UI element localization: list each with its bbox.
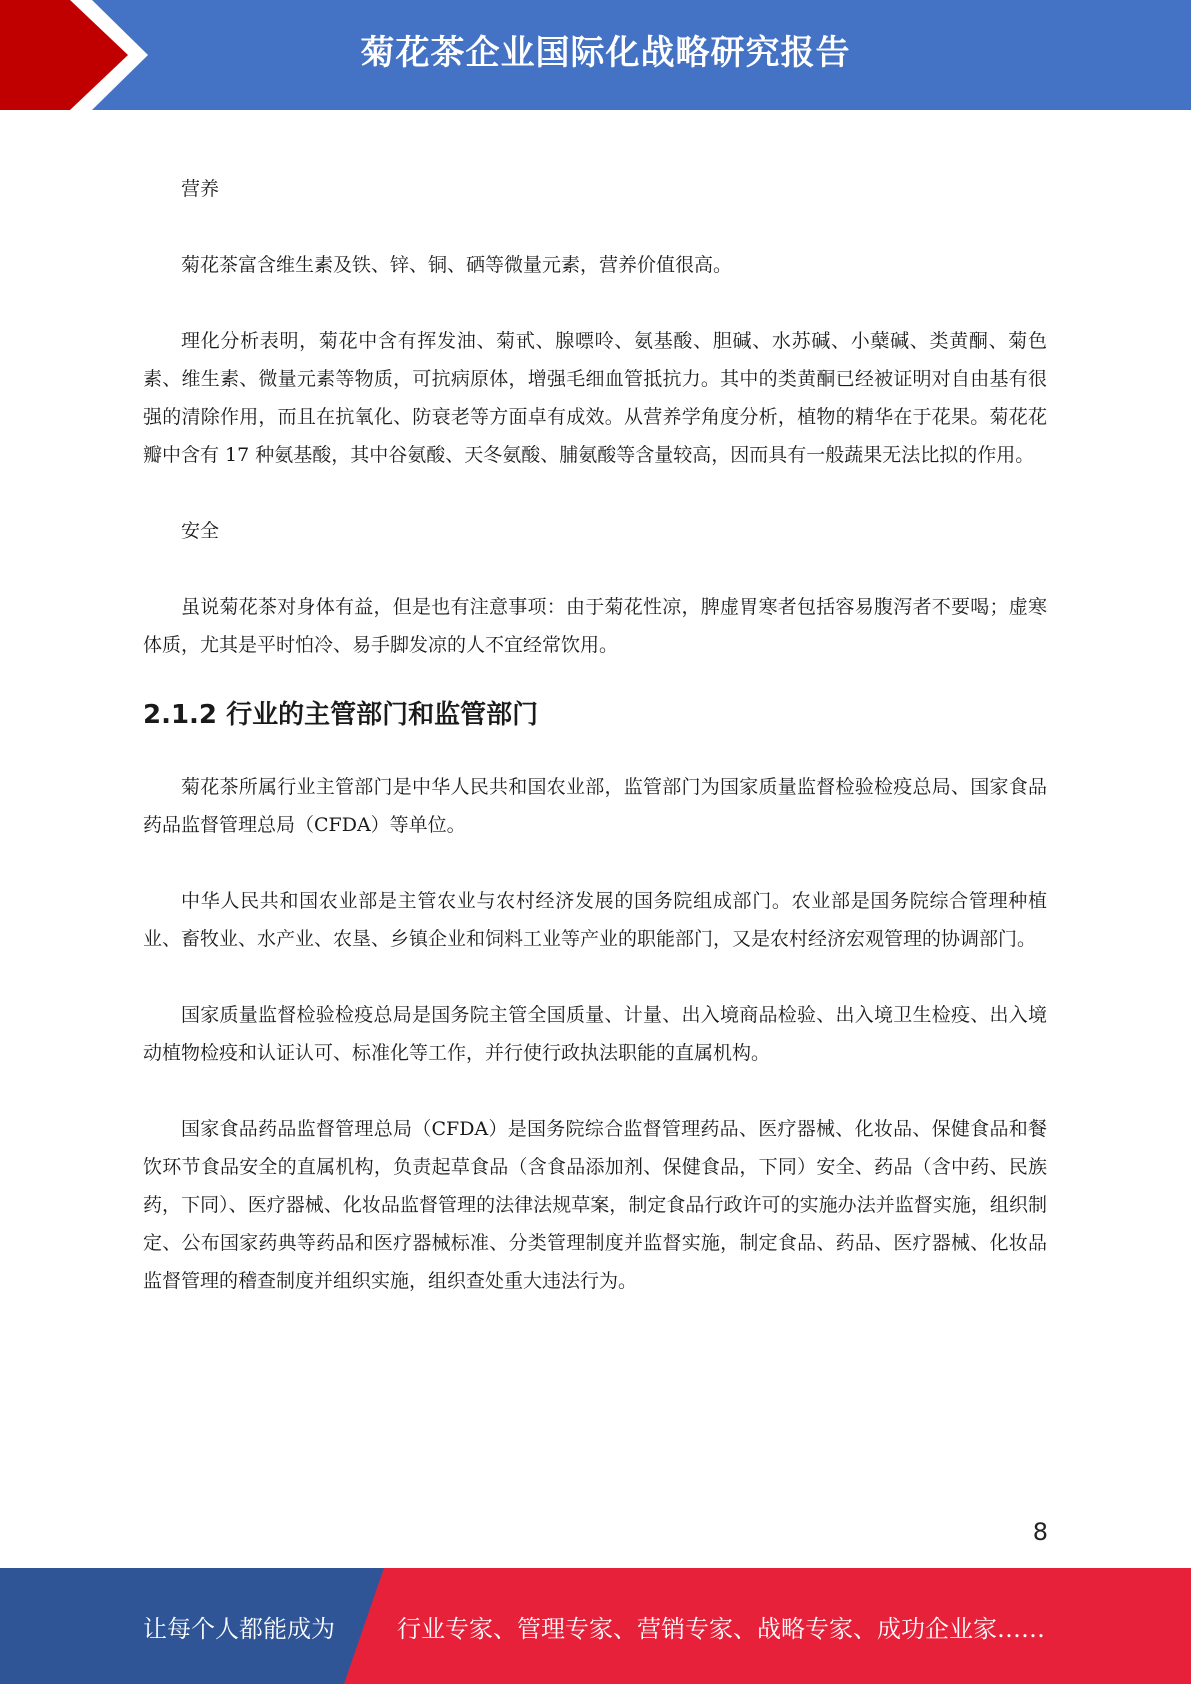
section-label-safety: 安全 xyxy=(181,520,220,542)
paragraph-ministry-agriculture: 中华人民共和国农业部是主管农业与农村经济发展的国务院组成部门。农业部是国务院综合管理种植业、畜牧业、水产业、农垦、乡镇企业和饲料工业等产业的职能部门，又是农村经济宏观管理的协调部门。 xyxy=(143,890,1047,950)
section-heading-authorities: 2.1.2 行业的主管部门和监管部门 xyxy=(143,700,539,730)
report-title: 菊花茶企业国际化战略研究报告 xyxy=(360,33,851,73)
paragraph-nutrition-analysis: 理化分析表明，菊花中含有挥发油、菊甙、腺嘌呤、氨基酸、胆碱、水苏碱、小蘖碱、类黄酮、菊色素、维生素、微量元素等物质，可抗病原体，增强毛细血管抵抗力。其中的类黄酮已经被证明对自由基有很强的清除作用，而且在抗氧化、防衰老等方面卓有成效。从营养学角度分析，植物的精华在于花果。菊花花瓣中含有 17 种氨基酸，其中谷氨酸、天冬氨酸、脯氨酸等含量较高，因而具有一般蔬果无法比拟的作用。 xyxy=(143,330,1047,466)
footer-band xyxy=(0,1568,1191,1684)
paragraph-nutrition-summary: 菊花茶富含维生素及铁、锌、铜、硒等微量元素，营养价值很高。 xyxy=(181,254,733,276)
header-band xyxy=(0,0,1191,110)
section-label-nutrition: 营养 xyxy=(181,178,220,200)
paragraph-cfda: 国家食品药品监督管理总局（CFDA）是国务院综合监督管理药品、医疗器械、化妆品、保健食品和餐饮环节食品安全的直属机构，负责起草食品（含食品添加剂、保健食品，下同）安全、药品（含中药、民族药，下同）、医疗器械、化妆品监督管理的法律法规草案，制定食品行政许可的实施办法并监督实施，组织制定、公布国家药典等药品和医疗器械标准、分类管理制度并监督实施，制定食品、药品、医疗器械、化妆品监督管理的稽查制度并组织实施，组织查处重大违法行为。 xyxy=(143,1118,1047,1292)
paragraph-safety: 虽说菊花茶对身体有益，但是也有注意事项：由于菊花性凉，脾虚胃寒者包括容易腹泻者不要喝；虚寒体质，尤其是平时怕冷、易手脚发凉的人不宜经常饮用。 xyxy=(143,596,1047,656)
paragraph-quality-inspection: 国家质量监督检验检疫总局是国务院主管全国质量、计量、出入境商品检验、出入境卫生检疫、出入境动植物检疫和认证认可、标准化等工作，并行使行政执法职能的直属机构。 xyxy=(143,1004,1047,1064)
footer-slogan-right: 行业专家、管理专家、营销专家、战略专家、成功企业家…… xyxy=(397,1615,1045,1643)
page-body xyxy=(143,170,1047,1338)
page-number: 8 xyxy=(1032,1518,1048,1546)
footer-slogan-left: 让每个人都能成为 xyxy=(143,1615,335,1643)
paragraph-authorities-overview: 菊花茶所属行业主管部门是中华人民共和国农业部，监管部门为国家质量监督检验检疫总局、国家食品药品监督管理总局（CFDA）等单位。 xyxy=(143,776,1047,836)
